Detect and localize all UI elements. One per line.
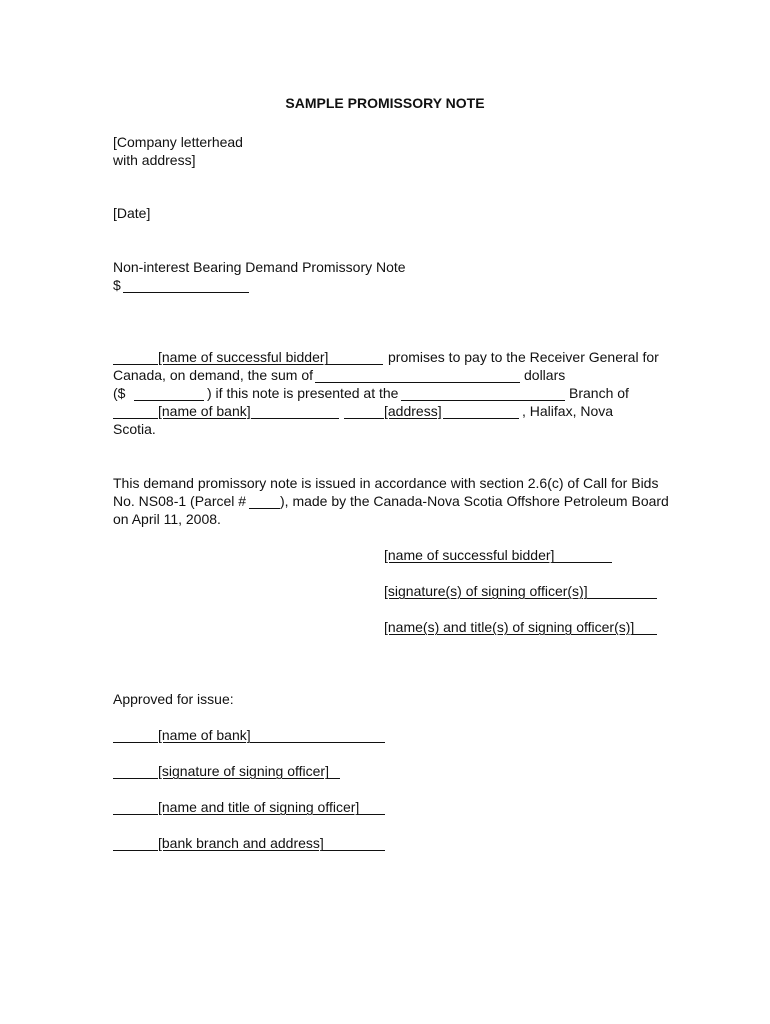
dollars-text: dollars [524, 367, 566, 383]
bank-blank-left [113, 418, 158, 419]
approved-bank-blank-left [113, 742, 158, 743]
document-title: SAMPLE PROMISSORY NOTE [285, 95, 485, 111]
canada-text: Canada, on demand, the sum of [113, 367, 314, 383]
note-type: Non-interest Bearing Demand Promissory Note [113, 259, 406, 275]
board-date: on April 11, 2008. [113, 511, 221, 527]
letterhead-line-1: [Company letterhead [113, 134, 243, 150]
promises-text: promises to pay to the Receiver General for [388, 349, 659, 365]
sig-name-title-blank [633, 634, 657, 635]
approved-branch-blank-left [113, 850, 158, 851]
sig-bidder-placeholder: [name of successful bidder] [384, 547, 555, 563]
paren-open: ($ [113, 385, 126, 401]
letterhead-line-2: with address] [113, 152, 196, 168]
approved-name-blank-left [113, 814, 158, 815]
address-placeholder: [address] [384, 403, 442, 419]
approved-branch-blank-right [322, 850, 385, 851]
sig-name-title-placeholder: [name(s) and title(s) of signing officer(s)] [384, 619, 635, 635]
approved-name-title-placeholder: [name and title of signing officer] [158, 799, 360, 815]
parcel-blank [249, 508, 280, 509]
approved-branch-placeholder: [bank branch and address] [158, 835, 324, 851]
bidder-placeholder: [name of successful bidder] [158, 349, 329, 365]
parcel-prefix: No. NS08-1 (Parcel # [113, 493, 247, 509]
branch-of-text: Branch of [569, 385, 629, 401]
scotia-text: Scotia. [113, 421, 156, 437]
amount-blank [123, 292, 249, 293]
address-blank-right [443, 418, 519, 419]
bank-blank-right [251, 418, 339, 419]
branch-blank [401, 400, 565, 401]
approved-signature-blank-right [328, 778, 340, 779]
sig-signature-blank [587, 598, 657, 599]
sig-signature-placeholder: [signature(s) of signing officer(s)] [384, 583, 588, 599]
approved-signature-placeholder: [signature of signing officer] [158, 763, 329, 779]
numeric-amount-blank [134, 400, 204, 401]
approved-bank-blank-right [250, 742, 385, 743]
date-placeholder: [Date] [113, 205, 151, 221]
bidder-blank-left [113, 364, 158, 365]
approved-bank-placeholder: [name of bank] [158, 727, 251, 743]
presented-text: ) if this note is presented at the [207, 385, 399, 401]
approved-name-blank-right [358, 814, 385, 815]
sum-blank [315, 382, 520, 383]
sig-bidder-blank [553, 562, 612, 563]
halifax-text: , Halifax, Nova [522, 403, 614, 419]
parcel-suffix: ), made by the Canada-Nova Scotia Offshore Petroleum Board [280, 493, 669, 509]
section-reference: This demand promissory note is issued in accordance with section 2.6(c) of Call for Bids [113, 475, 659, 491]
approved-heading: Approved for issue: [113, 691, 234, 707]
address-blank-left [344, 418, 384, 419]
bidder-blank-right [326, 364, 383, 365]
approved-signature-blank-left [113, 778, 158, 779]
amount-prefix: $ [113, 277, 121, 293]
bank-placeholder: [name of bank] [158, 403, 251, 419]
